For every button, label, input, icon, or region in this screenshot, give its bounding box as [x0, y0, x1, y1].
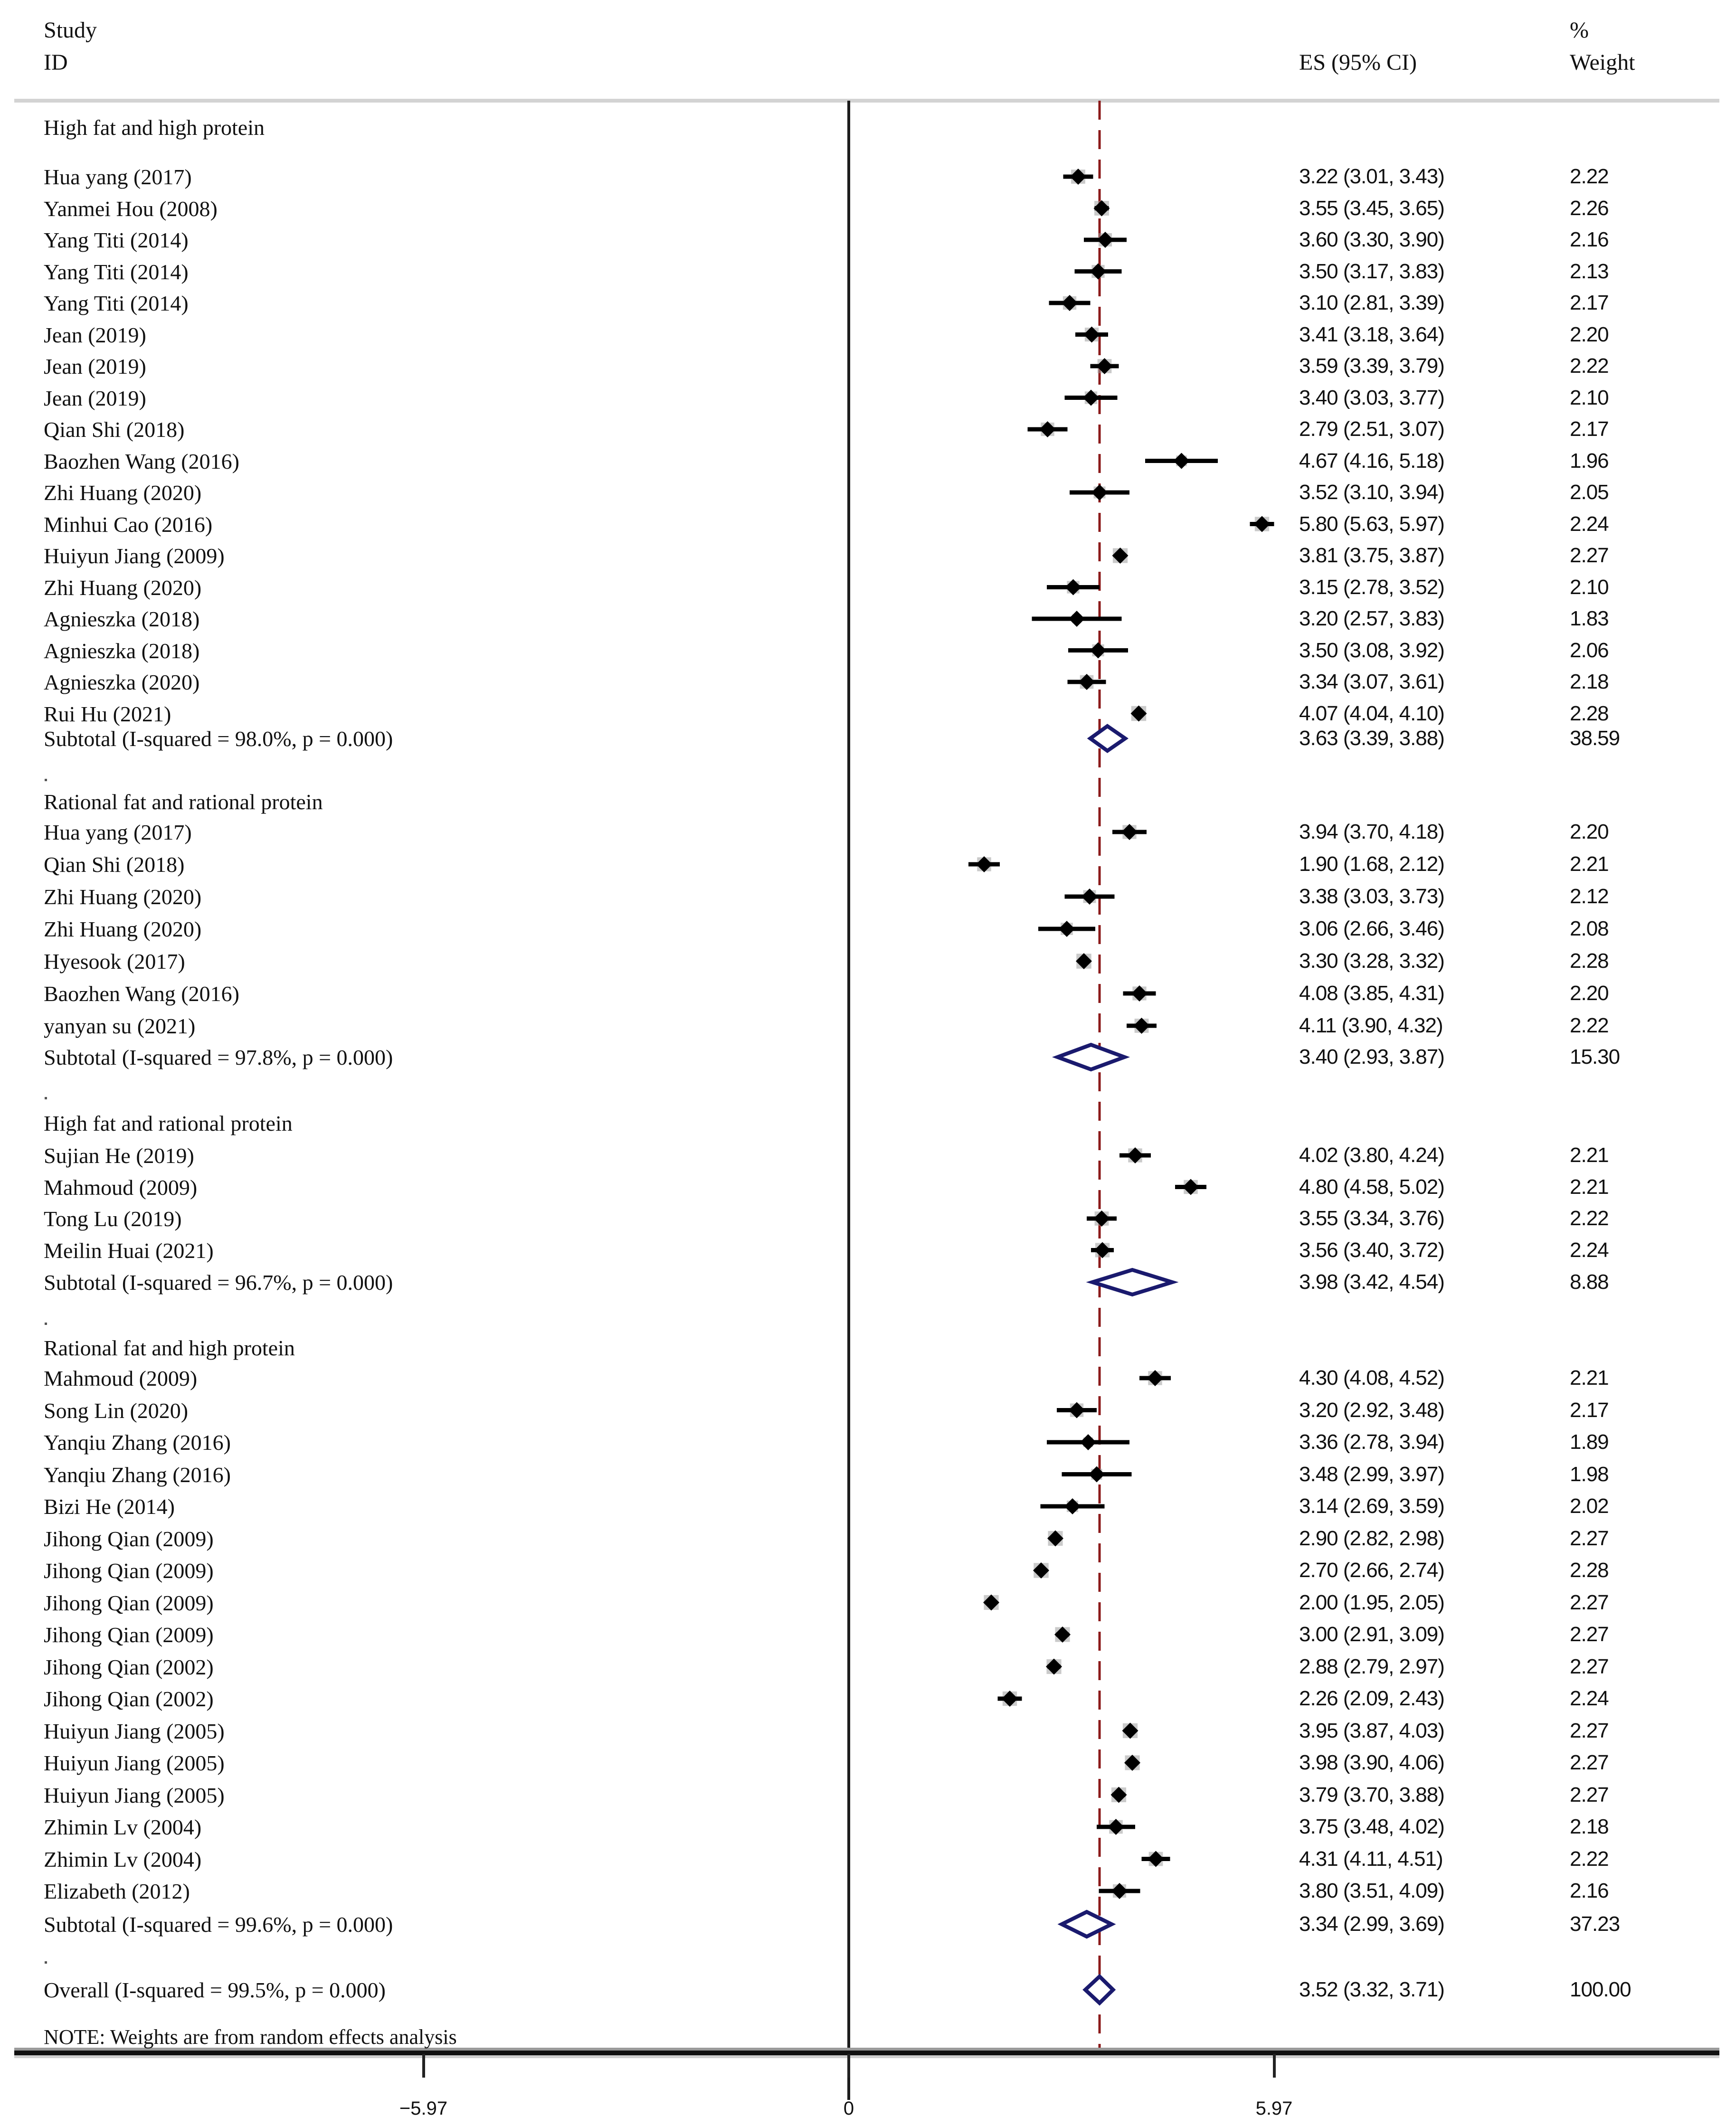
study-label: Zhi Huang (2020)	[44, 575, 202, 600]
study-es-ci: 3.34 (3.07, 3.61)	[1299, 670, 1444, 693]
study-weight: 2.10	[1570, 386, 1609, 409]
study-es-ci: 3.79 (3.70, 3.88)	[1299, 1783, 1444, 1806]
study-es-ci: 3.55 (3.45, 3.65)	[1299, 196, 1444, 220]
subtotal-weight: 37.23	[1570, 1912, 1620, 1936]
x-axis-tick-label: 0	[843, 2098, 854, 2119]
study-label: Bizi He (2014)	[44, 1494, 175, 1519]
study-es-ci: 3.38 (3.03, 3.73)	[1299, 885, 1444, 908]
footnote: NOTE: Weights are from random effects analysis	[44, 2025, 457, 2049]
study-label: Yanqiu Zhang (2016)	[44, 1462, 231, 1487]
study-es-ci: 3.81 (3.75, 3.87)	[1299, 544, 1444, 567]
study-label: Agnieszka (2020)	[44, 670, 200, 694]
subtotal-weight: 38.59	[1570, 727, 1620, 750]
study-es-ci: 4.80 (4.58, 5.02)	[1299, 1175, 1444, 1199]
study-weight: 2.28	[1570, 1559, 1609, 1582]
study-label: Jihong Qian (2002)	[44, 1654, 214, 1679]
study-es-ci: 1.90 (1.68, 2.12)	[1299, 852, 1444, 876]
study-es-ci: 4.02 (3.80, 4.24)	[1299, 1144, 1444, 1167]
study-weight: 2.22	[1570, 1847, 1609, 1871]
study-weight: 2.20	[1570, 982, 1609, 1005]
study-es-ci: 3.20 (2.57, 3.83)	[1299, 607, 1444, 630]
study-es-ci: 3.50 (3.08, 3.92)	[1299, 638, 1444, 662]
study-es-ci: 3.94 (3.70, 4.18)	[1299, 820, 1444, 843]
subtotal-diamond	[1091, 726, 1126, 751]
x-axis-tick	[422, 2054, 425, 2078]
subtotal-diamond	[1062, 1912, 1112, 1937]
study-label: Meilin Huai (2021)	[44, 1238, 214, 1263]
study-es-ci: 2.00 (1.95, 2.05)	[1299, 1590, 1444, 1614]
study-es-ci: 3.50 (3.17, 3.83)	[1299, 259, 1444, 283]
study-label: Huiyun Jiang (2005)	[44, 1751, 225, 1775]
study-label: Baozhen Wang (2016)	[44, 982, 239, 1006]
header-id: ID	[44, 50, 68, 75]
study-weight: 2.18	[1570, 1815, 1609, 1838]
study-weight: 2.18	[1570, 670, 1609, 693]
study-label: Yang Titi (2014)	[44, 291, 189, 315]
study-es-ci: 3.40 (3.03, 3.77)	[1299, 386, 1444, 409]
study-label: Jean (2019)	[44, 386, 146, 410]
group-heading: Rational fat and high protein	[44, 1336, 295, 1360]
subtotal-es-ci: 3.98 (3.42, 4.54)	[1299, 1270, 1444, 1294]
study-label: Agnieszka (2018)	[44, 638, 200, 663]
study-es-ci: 5.80 (5.63, 5.97)	[1299, 512, 1444, 536]
study-es-ci: 4.08 (3.85, 4.31)	[1299, 982, 1444, 1005]
study-label: Hua yang (2017)	[44, 820, 192, 844]
study-weight: 2.22	[1570, 1014, 1609, 1037]
subtotal-diamond	[1092, 1270, 1172, 1295]
study-weight: 2.27	[1570, 1654, 1609, 1678]
study-es-ci: 3.95 (3.87, 4.03)	[1299, 1719, 1444, 1742]
study-weight: 2.27	[1570, 1751, 1609, 1774]
separator-dot	[45, 1961, 47, 1964]
study-label: Tong Lu (2019)	[44, 1207, 182, 1231]
study-weight: 2.27	[1570, 1719, 1609, 1742]
study-weight: 2.17	[1570, 291, 1609, 314]
x-axis-tick	[847, 2054, 850, 2078]
study-es-ci: 3.00 (2.91, 3.09)	[1299, 1623, 1444, 1646]
study-weight: 2.24	[1570, 1687, 1609, 1710]
study-label: Jihong Qian (2009)	[44, 1526, 214, 1551]
study-label: Yanqiu Zhang (2016)	[44, 1430, 231, 1455]
study-es-ci: 2.26 (2.09, 2.43)	[1299, 1687, 1444, 1710]
study-label: Qian Shi (2018)	[44, 852, 185, 877]
subtotal-weight: 15.30	[1570, 1045, 1620, 1068]
study-weight: 2.22	[1570, 165, 1609, 188]
study-label: Huiyun Jiang (2009)	[44, 544, 225, 568]
study-label: Huiyun Jiang (2005)	[44, 1719, 225, 1743]
overall-label: Overall (I-squared = 99.5%, p = 0.000)	[44, 1978, 386, 2002]
study-weight: 2.27	[1570, 1526, 1609, 1550]
study-es-ci: 3.22 (3.01, 3.43)	[1299, 165, 1444, 188]
header-weight: Weight	[1570, 50, 1635, 75]
group-heading: Rational fat and rational protein	[44, 790, 323, 814]
study-label: Yang Titi (2014)	[44, 228, 189, 252]
subtotal-label: Subtotal (I-squared = 97.8%, p = 0.000)	[44, 1045, 393, 1069]
study-label: Jean (2019)	[44, 354, 146, 378]
subtotal-diamond	[1058, 1045, 1125, 1069]
study-label: Zhimin Lv (2004)	[44, 1847, 202, 1872]
study-weight: 1.96	[1570, 449, 1609, 473]
study-es-ci: 2.90 (2.82, 2.98)	[1299, 1526, 1444, 1550]
study-label: Zhi Huang (2020)	[44, 481, 202, 505]
subtotal-es-ci: 3.34 (2.99, 3.69)	[1299, 1912, 1444, 1936]
study-weight: 2.10	[1570, 575, 1609, 599]
study-weight: 2.24	[1570, 512, 1609, 536]
study-weight: 2.28	[1570, 701, 1609, 725]
study-es-ci: 4.11 (3.90, 4.32)	[1299, 1014, 1443, 1037]
study-label: Mahmoud (2009)	[44, 1175, 198, 1200]
subtotal-es-ci: 3.63 (3.39, 3.88)	[1299, 727, 1444, 750]
study-weight: 2.26	[1570, 196, 1609, 220]
subtotal-weight: 8.88	[1570, 1270, 1609, 1294]
group-heading: High fat and high protein	[44, 115, 265, 140]
study-weight: 2.22	[1570, 354, 1609, 378]
study-label: Jean (2019)	[44, 322, 146, 347]
null-line	[847, 101, 850, 2100]
study-label: Zhi Huang (2020)	[44, 885, 202, 909]
study-label: Yang Titi (2014)	[44, 259, 189, 284]
overall-es-ci: 3.52 (3.32, 3.71)	[1299, 1978, 1444, 2001]
study-weight: 1.83	[1570, 607, 1609, 630]
study-weight: 2.17	[1570, 1398, 1609, 1422]
study-es-ci: 2.88 (2.79, 2.97)	[1299, 1654, 1444, 1678]
study-label: Sujian He (2019)	[44, 1144, 194, 1168]
study-weight: 2.13	[1570, 259, 1609, 283]
study-es-ci: 3.30 (3.28, 3.32)	[1299, 949, 1444, 973]
study-weight: 2.02	[1570, 1494, 1609, 1518]
study-es-ci: 3.06 (2.66, 3.46)	[1299, 917, 1444, 940]
point-estimate-marker	[1080, 1434, 1096, 1450]
study-es-ci: 3.98 (3.90, 4.06)	[1299, 1751, 1444, 1774]
study-label: Hua yang (2017)	[44, 165, 192, 189]
x-axis	[14, 2051, 1719, 2055]
x-axis-tick-label: 5.97	[1255, 2098, 1293, 2119]
study-weight: 2.21	[1570, 1144, 1609, 1167]
separator-dot	[45, 779, 47, 781]
study-label: Jihong Qian (2009)	[44, 1623, 214, 1647]
subtotal-label: Subtotal (I-squared = 99.6%, p = 0.000)	[44, 1912, 393, 1937]
study-es-ci: 4.30 (4.08, 4.52)	[1299, 1366, 1444, 1390]
study-label: Yanmei Hou (2008)	[44, 196, 218, 221]
study-weight: 2.28	[1570, 949, 1609, 973]
study-weight: 1.98	[1570, 1462, 1609, 1486]
overall-weight: 100.00	[1570, 1978, 1631, 2001]
study-es-ci: 3.10 (2.81, 3.39)	[1299, 291, 1444, 314]
study-label: Hyesook (2017)	[44, 949, 185, 974]
point-estimate-marker	[1089, 1466, 1105, 1483]
study-label: Rui Hu (2021)	[44, 701, 171, 726]
study-weight: 2.27	[1570, 1623, 1609, 1646]
point-estimate-marker	[1174, 453, 1190, 469]
study-label: Qian Shi (2018)	[44, 417, 185, 442]
study-label: Baozhen Wang (2016)	[44, 449, 239, 473]
study-weight: 2.21	[1570, 1366, 1609, 1390]
subtotal-label: Subtotal (I-squared = 96.7%, p = 0.000)	[44, 1270, 393, 1295]
study-es-ci: 3.20 (2.92, 3.48)	[1299, 1398, 1444, 1422]
subtotal-es-ci: 3.40 (2.93, 3.87)	[1299, 1045, 1444, 1068]
header-pct: %	[1570, 18, 1589, 43]
study-weight: 2.20	[1570, 820, 1609, 843]
study-label: Minhui Cao (2016)	[44, 512, 213, 537]
study-es-ci: 3.56 (3.40, 3.72)	[1299, 1238, 1444, 1262]
study-label: Zhimin Lv (2004)	[44, 1815, 202, 1839]
study-label: Zhi Huang (2020)	[44, 917, 202, 941]
study-es-ci: 3.48 (2.99, 3.97)	[1299, 1462, 1444, 1486]
group-heading: High fat and rational protein	[44, 1111, 293, 1135]
point-estimate-marker	[1069, 611, 1085, 627]
overall-diamond	[1085, 1976, 1113, 2003]
study-es-ci: 3.41 (3.18, 3.64)	[1299, 322, 1444, 346]
study-es-ci: 3.75 (3.48, 4.02)	[1299, 1815, 1444, 1838]
study-weight: 2.22	[1570, 1207, 1609, 1230]
study-es-ci: 3.55 (3.34, 3.76)	[1299, 1207, 1444, 1230]
study-weight: 2.08	[1570, 917, 1609, 940]
study-weight: 2.16	[1570, 1879, 1609, 1902]
separator-dot	[45, 1323, 47, 1325]
study-weight: 2.27	[1570, 1590, 1609, 1614]
study-label: Jihong Qian (2002)	[44, 1687, 214, 1711]
study-weight: 2.27	[1570, 1783, 1609, 1806]
study-weight: 2.12	[1570, 885, 1609, 908]
study-weight: 2.06	[1570, 638, 1609, 662]
header-es-ci: ES (95% CI)	[1299, 50, 1417, 75]
study-weight: 2.21	[1570, 1175, 1609, 1199]
study-weight: 2.05	[1570, 481, 1609, 504]
study-label: Song Lin (2020)	[44, 1398, 189, 1423]
study-es-ci: 3.60 (3.30, 3.90)	[1299, 228, 1444, 251]
study-label: Jihong Qian (2009)	[44, 1590, 214, 1615]
subtotal-label: Subtotal (I-squared = 98.0%, p = 0.000)	[44, 727, 393, 751]
study-label: Agnieszka (2018)	[44, 607, 200, 631]
study-label: Huiyun Jiang (2005)	[44, 1783, 225, 1807]
study-es-ci: 2.70 (2.66, 2.74)	[1299, 1559, 1444, 1582]
study-es-ci: 3.15 (2.78, 3.52)	[1299, 575, 1444, 599]
study-es-ci: 3.52 (3.10, 3.94)	[1299, 481, 1444, 504]
study-es-ci: 4.31 (4.11, 4.51)	[1299, 1847, 1443, 1871]
separator-dot	[45, 1097, 47, 1099]
study-es-ci: 4.67 (4.16, 5.18)	[1299, 449, 1444, 473]
study-label: Jihong Qian (2009)	[44, 1559, 214, 1583]
study-label: Elizabeth (2012)	[44, 1879, 190, 1903]
study-weight: 2.17	[1570, 417, 1609, 441]
header-study: Study	[44, 18, 97, 43]
x-axis-tick	[1273, 2054, 1276, 2078]
study-weight: 2.27	[1570, 544, 1609, 567]
study-es-ci: 3.14 (2.69, 3.59)	[1299, 1494, 1444, 1518]
study-weight: 2.24	[1570, 1238, 1609, 1262]
study-es-ci: 3.80 (3.51, 4.09)	[1299, 1879, 1444, 1902]
study-label: Mahmoud (2009)	[44, 1366, 198, 1390]
study-weight: 2.20	[1570, 322, 1609, 346]
study-es-ci: 2.79 (2.51, 3.07)	[1299, 417, 1444, 441]
study-es-ci: 3.36 (2.78, 3.94)	[1299, 1430, 1444, 1454]
study-es-ci: 3.59 (3.39, 3.79)	[1299, 354, 1444, 378]
study-weight: 1.89	[1570, 1430, 1609, 1454]
study-weight: 2.16	[1570, 228, 1609, 251]
study-es-ci: 4.07 (4.04, 4.10)	[1299, 701, 1444, 725]
study-label: yanyan su (2021)	[44, 1014, 196, 1038]
x-axis-tick-label: −5.97	[399, 2098, 448, 2119]
study-weight: 2.21	[1570, 852, 1609, 876]
